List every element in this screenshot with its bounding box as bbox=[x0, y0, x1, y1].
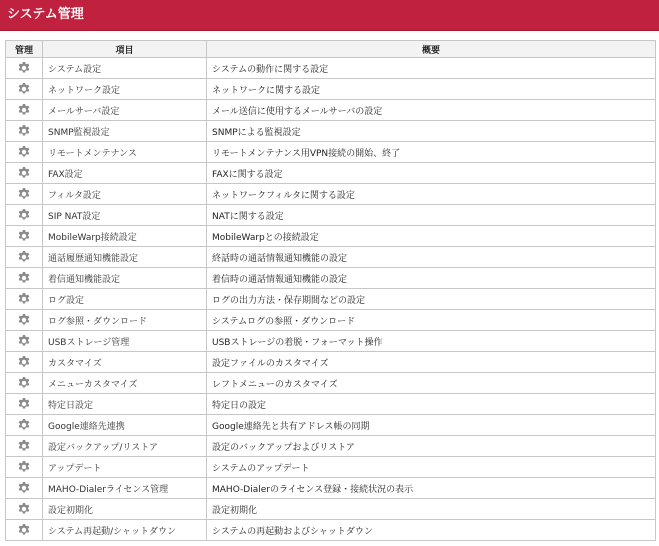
overview-cell: SNMPによる監視設定 bbox=[207, 121, 656, 142]
item-cell: MobileWarp接続設定 bbox=[43, 226, 207, 247]
gear-icon[interactable] bbox=[17, 145, 31, 159]
overview-cell: ネットワークフィルタに関する設定 bbox=[207, 184, 656, 205]
table-row bbox=[6, 520, 656, 541]
overview-cell: USBストレージの着脱・フォーマット操作 bbox=[207, 331, 656, 352]
gear-icon[interactable] bbox=[17, 61, 31, 75]
gear-icon[interactable] bbox=[17, 523, 31, 537]
overview-cell: レフトメニューのカスタマイズ bbox=[207, 373, 656, 394]
item-cell: SNMP監視設定 bbox=[43, 121, 207, 142]
table-row bbox=[6, 289, 656, 310]
gear-icon[interactable] bbox=[17, 166, 31, 180]
overview-cell: 設定のバックアップおよびリストア bbox=[207, 436, 656, 457]
gear-icon[interactable] bbox=[17, 397, 31, 411]
item-cell: カスタマイズ bbox=[43, 352, 207, 373]
header-manage: 管理 bbox=[6, 41, 43, 58]
gear-icon[interactable] bbox=[17, 250, 31, 264]
gear-icon[interactable] bbox=[17, 82, 31, 96]
table-row bbox=[6, 373, 656, 394]
table-row bbox=[6, 499, 656, 520]
manage-cell bbox=[6, 520, 43, 541]
table-row bbox=[6, 58, 656, 79]
overview-cell: システムの動作に関する設定 bbox=[207, 58, 656, 79]
overview-cell: Google連絡先と共有アドレス帳の同期 bbox=[207, 415, 656, 436]
item-cell: リモートメンテナンス bbox=[43, 142, 207, 163]
manage-cell bbox=[6, 58, 43, 79]
item-cell: システム再起動/シャットダウン bbox=[43, 520, 207, 541]
item-cell: Google連絡先連携 bbox=[43, 415, 207, 436]
item-cell: USBストレージ管理 bbox=[43, 331, 207, 352]
gear-icon[interactable] bbox=[17, 481, 31, 495]
table-row bbox=[6, 184, 656, 205]
table-row bbox=[6, 331, 656, 352]
overview-cell: システムログの参照・ダウンロード bbox=[207, 310, 656, 331]
table-header-row bbox=[6, 41, 656, 58]
manage-cell bbox=[6, 121, 43, 142]
table-row bbox=[6, 205, 656, 226]
gear-icon[interactable] bbox=[17, 229, 31, 243]
gear-icon[interactable] bbox=[17, 187, 31, 201]
table-row bbox=[6, 436, 656, 457]
gear-icon[interactable] bbox=[17, 271, 31, 285]
gear-icon[interactable] bbox=[17, 439, 31, 453]
manage-cell bbox=[6, 499, 43, 520]
manage-cell bbox=[6, 436, 43, 457]
manage-cell bbox=[6, 247, 43, 268]
manage-cell bbox=[6, 352, 43, 373]
item-cell: 通話履歴通知機能設定 bbox=[43, 247, 207, 268]
overview-cell: 着信時の通話情報通知機能の設定 bbox=[207, 268, 656, 289]
item-cell: 設定バックアップ/リストア bbox=[43, 436, 207, 457]
table-row bbox=[6, 268, 656, 289]
gear-icon[interactable] bbox=[17, 208, 31, 222]
table-row bbox=[6, 457, 656, 478]
gear-icon[interactable] bbox=[17, 418, 31, 432]
overview-cell: ネットワークに関する設定 bbox=[207, 79, 656, 100]
item-cell: ネットワーク設定 bbox=[43, 79, 207, 100]
gear-icon[interactable] bbox=[17, 334, 31, 348]
manage-cell bbox=[6, 457, 43, 478]
gear-icon[interactable] bbox=[17, 124, 31, 138]
header-item: 項目 bbox=[43, 41, 207, 58]
overview-cell: リモートメンテナンス用VPN接続の開始、終了 bbox=[207, 142, 656, 163]
overview-cell: FAXに関する設定 bbox=[207, 163, 656, 184]
overview-cell: システムのアップデート bbox=[207, 457, 656, 478]
table-row bbox=[6, 310, 656, 331]
manage-cell bbox=[6, 226, 43, 247]
overview-cell: 終話時の通話情報通知機能の設定 bbox=[207, 247, 656, 268]
item-cell: SIP NAT設定 bbox=[43, 205, 207, 226]
item-cell: フィルタ設定 bbox=[43, 184, 207, 205]
gear-icon[interactable] bbox=[17, 292, 31, 306]
table-row bbox=[6, 226, 656, 247]
table-row bbox=[6, 163, 656, 184]
manage-cell bbox=[6, 373, 43, 394]
item-cell: アップデート bbox=[43, 457, 207, 478]
gear-icon[interactable] bbox=[17, 460, 31, 474]
item-cell: FAX設定 bbox=[43, 163, 207, 184]
table-row bbox=[6, 394, 656, 415]
item-cell: ログ設定 bbox=[43, 289, 207, 310]
manage-cell bbox=[6, 289, 43, 310]
table-row bbox=[6, 100, 656, 121]
manage-cell bbox=[6, 268, 43, 289]
manage-cell bbox=[6, 205, 43, 226]
table-row bbox=[6, 247, 656, 268]
item-cell: 着信通知機能設定 bbox=[43, 268, 207, 289]
item-cell: メールサーバ設定 bbox=[43, 100, 207, 121]
page-title: システム管理 bbox=[0, 0, 659, 31]
table-body bbox=[6, 58, 656, 541]
system-admin-table bbox=[5, 40, 656, 541]
manage-cell bbox=[6, 310, 43, 331]
item-cell: 特定日設定 bbox=[43, 394, 207, 415]
overview-cell: システムの再起動およびシャットダウン bbox=[207, 520, 656, 541]
table-row bbox=[6, 121, 656, 142]
gear-icon[interactable] bbox=[17, 502, 31, 516]
item-cell: MAHO-Dialerライセンス管理 bbox=[43, 478, 207, 499]
overview-cell: MAHO-Dialerのライセンス登録・接続状況の表示 bbox=[207, 478, 656, 499]
item-cell: システム設定 bbox=[43, 58, 207, 79]
overview-cell: 特定日の設定 bbox=[207, 394, 656, 415]
manage-cell bbox=[6, 415, 43, 436]
manage-cell bbox=[6, 142, 43, 163]
manage-cell bbox=[6, 478, 43, 499]
table-row bbox=[6, 415, 656, 436]
overview-cell: メール送信に使用するメールサーバの設定 bbox=[207, 100, 656, 121]
item-cell: 設定初期化 bbox=[43, 499, 207, 520]
header-overview: 概要 bbox=[207, 41, 656, 58]
system-admin-table-wrap bbox=[5, 40, 656, 541]
manage-cell bbox=[6, 184, 43, 205]
manage-cell bbox=[6, 100, 43, 121]
overview-cell: ログの出力方法・保存期間などの設定 bbox=[207, 289, 656, 310]
manage-cell bbox=[6, 331, 43, 352]
overview-cell: 設定初期化 bbox=[207, 499, 656, 520]
overview-cell: MobileWarpとの接続設定 bbox=[207, 226, 656, 247]
manage-cell bbox=[6, 163, 43, 184]
gear-icon[interactable] bbox=[17, 103, 31, 117]
item-cell: メニューカスタマイズ bbox=[43, 373, 207, 394]
overview-cell: 設定ファイルのカスタマイズ bbox=[207, 352, 656, 373]
gear-icon[interactable] bbox=[17, 355, 31, 369]
item-cell: ログ参照・ダウンロード bbox=[43, 310, 207, 331]
overview-cell: NATに関する設定 bbox=[207, 205, 656, 226]
table-row bbox=[6, 478, 656, 499]
table-row bbox=[6, 79, 656, 100]
gear-icon[interactable] bbox=[17, 376, 31, 390]
manage-cell bbox=[6, 79, 43, 100]
manage-cell bbox=[6, 394, 43, 415]
gear-icon[interactable] bbox=[17, 313, 31, 327]
table-row bbox=[6, 142, 656, 163]
table-row bbox=[6, 352, 656, 373]
